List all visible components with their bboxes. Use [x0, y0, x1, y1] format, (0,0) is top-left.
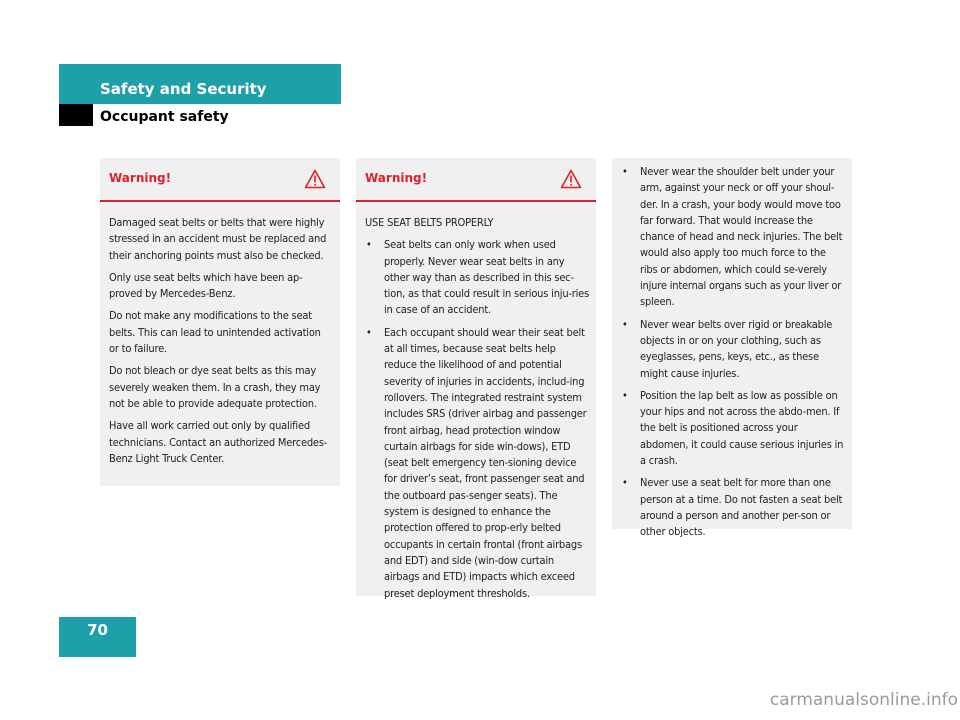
list-item-text: Never wear the shoulder belt under your arm, against your neck or off your shoul-der. In a crash, your body would move too far forward. That would increase the chance of head and neck injuries. The belt would also apply too much force to the ribs or abdomen, which could se-verely injure internal organs such as your liver or spleen.	[640, 165, 843, 309]
warning-box-continued	[612, 158, 852, 539]
list-item-text: Position the lap belt as low as possible on your hips and not across the abdo-men. If the belt is positioned across your abdomen, it could cause serious injuries in a crash.	[640, 388, 844, 468]
list-item	[365, 237, 590, 318]
list-item	[621, 388, 846, 469]
bullet-icon: •	[622, 476, 628, 490]
paragraph: Do not make any modifications to the seat belts. This can lead to unintended activation or to failure.	[109, 309, 321, 356]
intro-heading: USE SEAT BELTS PROPERLY	[365, 216, 494, 229]
bullet-icon: •	[366, 325, 372, 339]
paragraph: Only use seat belts which have been ap-proved by Mercedes-Benz.	[109, 270, 303, 301]
list-item	[621, 164, 846, 311]
warning-triangle-icon	[560, 169, 582, 189]
warning-header	[356, 158, 596, 202]
warning-box-use-seat-belts-properly	[356, 158, 596, 600]
list-item-text: Each occupant should wear their seat belt at all times, because seat belts help reduce the likelihood of and potential severity of injuries in accidents, includ-ing rollovers. The integrated restraint system includes SRS (driver airbag and passenger front airbag, head protection window curtain airbags for side win-dows), ETD (seat belt emergency ten-sioning device for driver’s seat, front passenger seat and the outboard pas-senger seats). The system is designed to enhance the protection offered to prop-erly belted occupants in certain frontal (front airbags and EDT) and side (win-dow curtain airbags and ETD) impacts which exceed preset deployment thresholds.	[384, 325, 587, 600]
section-title: Safety and Security	[100, 80, 267, 98]
bullet-list	[365, 237, 590, 602]
page-number: 70	[87, 621, 108, 639]
paragraph: Do not bleach or dye seat belts as this may severely weaken them. In a crash, they may not be able to provide adequate protection.	[109, 364, 321, 410]
page-number-box	[59, 617, 136, 657]
watermark: carmanualsonline.info	[769, 690, 958, 710]
warning-body	[356, 202, 596, 602]
warning-box-seat-belt-care	[100, 158, 340, 486]
list-item-text: Never use a seat belt for more than one person at a time. Do not fasten a seat belt around a person and another per-son or other objects.	[640, 476, 843, 539]
bullet-icon: •	[622, 388, 628, 402]
bullet-list	[621, 164, 846, 541]
subsection-title: Occupant safety	[100, 109, 229, 125]
list-item-text: Never wear belts over rigid or breakable objects in or on your clothing, such as eyeglasses, pens, keys, etc., as these might cause injuries.	[640, 317, 833, 380]
warning-body	[100, 202, 340, 467]
warning-label: Warning!	[365, 171, 428, 185]
list-item	[621, 475, 846, 540]
list-item-text: Seat belts can only work when used properly. Never wear seat belts in any other way than as described in this sec-tion, as that could result in serious inju-ries in case of an accident.	[384, 238, 590, 317]
warning-body	[612, 158, 852, 541]
paragraph: Have all work carried out only by qualified technicians. Contact an authorized Mercedes-Benz Light Truck Center.	[109, 419, 328, 465]
warning-label: Warning!	[109, 171, 172, 185]
warning-header	[100, 158, 340, 202]
warning-triangle-icon	[304, 169, 326, 189]
bullet-icon: •	[622, 317, 628, 331]
subsection-marker	[59, 104, 93, 126]
bullet-icon: •	[366, 238, 372, 252]
list-item	[621, 317, 846, 382]
list-item	[365, 325, 590, 602]
bullet-icon: •	[622, 165, 628, 178]
paragraph: Damaged seat belts or belts that were highly stressed in an accident must be replaced and their anchoring points must also be checked.	[109, 216, 327, 262]
